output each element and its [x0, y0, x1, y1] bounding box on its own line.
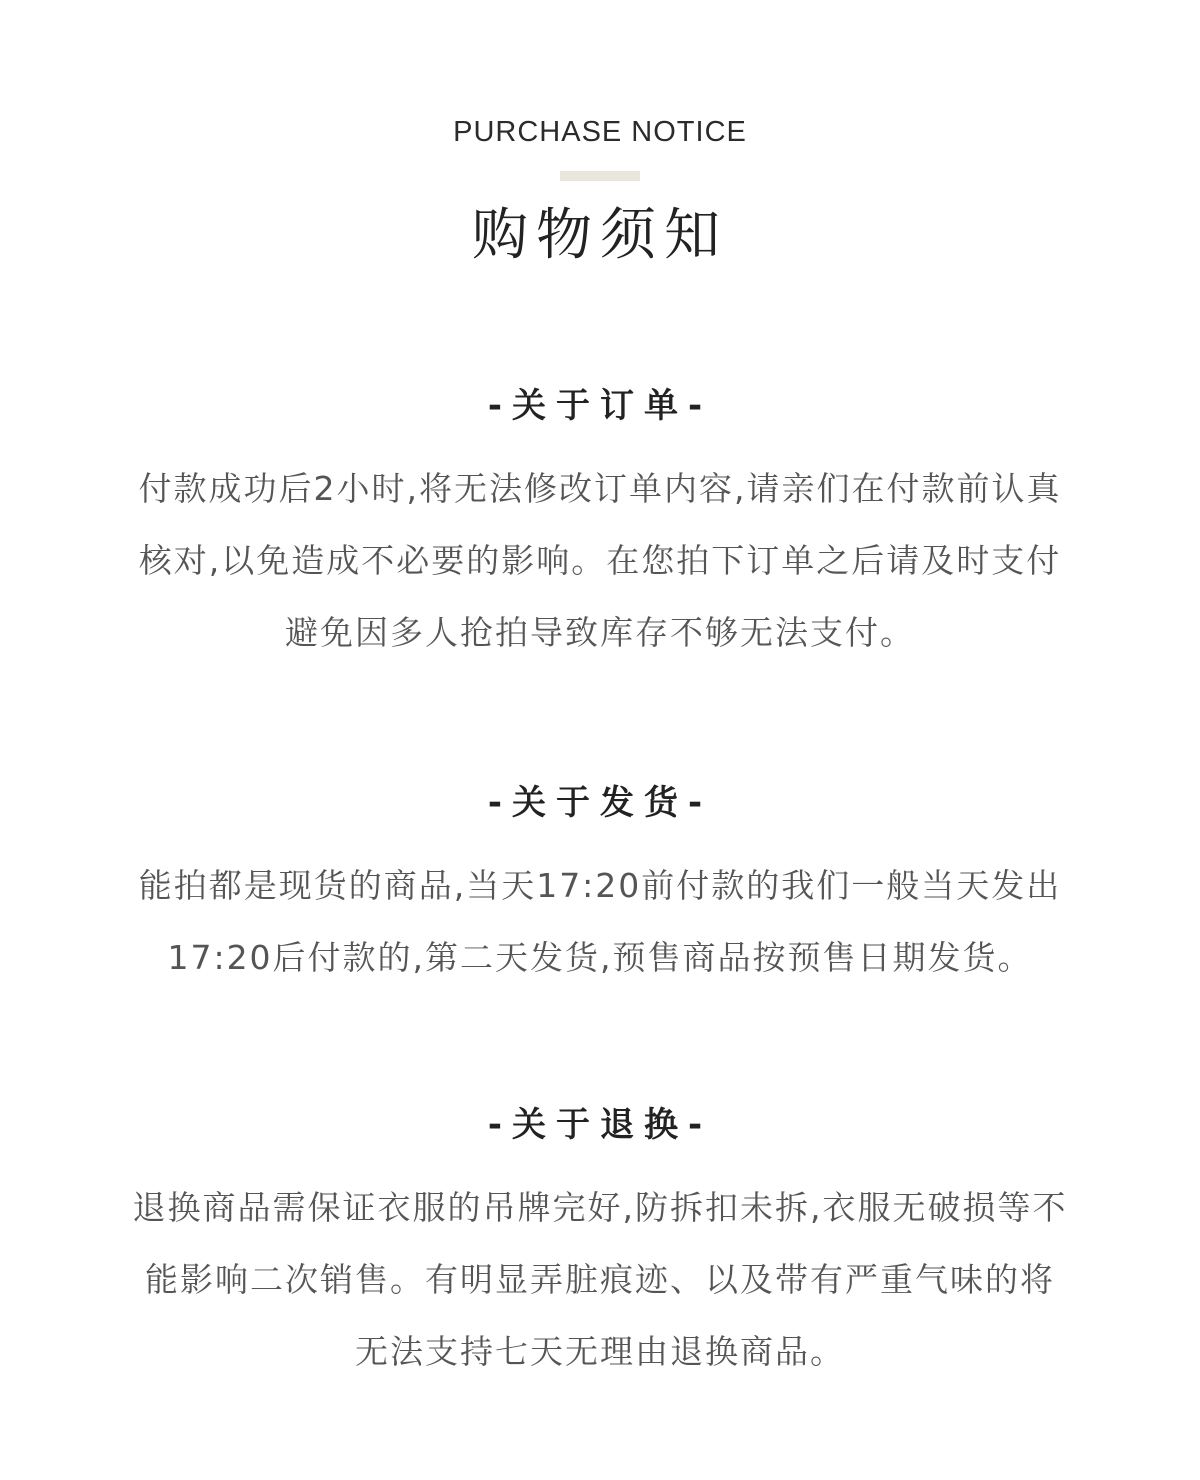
section-shipping	[90, 780, 1110, 994]
section-order	[90, 383, 1110, 669]
title-divider	[560, 171, 640, 181]
body-line: 退换商品需保证衣服的吊牌完好,防拆扣未拆,衣服无破损等不	[132, 1188, 1068, 1227]
body-line: 核对,以免造成不必要的影响。在您拍下订单之后请及时支付	[138, 541, 1062, 580]
section-title-return: -关于退换-	[487, 1105, 713, 1145]
section-body-order	[90, 453, 1110, 669]
eyebrow-title: PURCHASE NOTICE	[453, 116, 747, 148]
body-line: 付款成功后2小时,将无法修改订单内容,请亲们在付款前认真	[138, 469, 1062, 508]
section-title-shipping: -关于发货-	[487, 783, 713, 823]
page-title: 购物须知	[472, 203, 728, 268]
section-title-order: -关于订单-	[487, 386, 713, 426]
section-body-shipping	[90, 850, 1110, 994]
body-line: 能拍都是现货的商品,当天17:20前付款的我们一般当天发出	[138, 866, 1062, 905]
body-line: 17:20后付款的,第二天发货,预售商品按预售日期发货。	[167, 938, 1033, 977]
section-return	[90, 1102, 1110, 1388]
body-line: 无法支持七天无理由退换商品。	[355, 1332, 845, 1371]
section-body-return	[90, 1172, 1110, 1388]
body-line: 避免因多人抢拍导致库存不够无法支付。	[285, 613, 915, 652]
body-line: 能影响二次销售。有明显弄脏痕迹、以及带有严重气味的将	[145, 1260, 1055, 1299]
